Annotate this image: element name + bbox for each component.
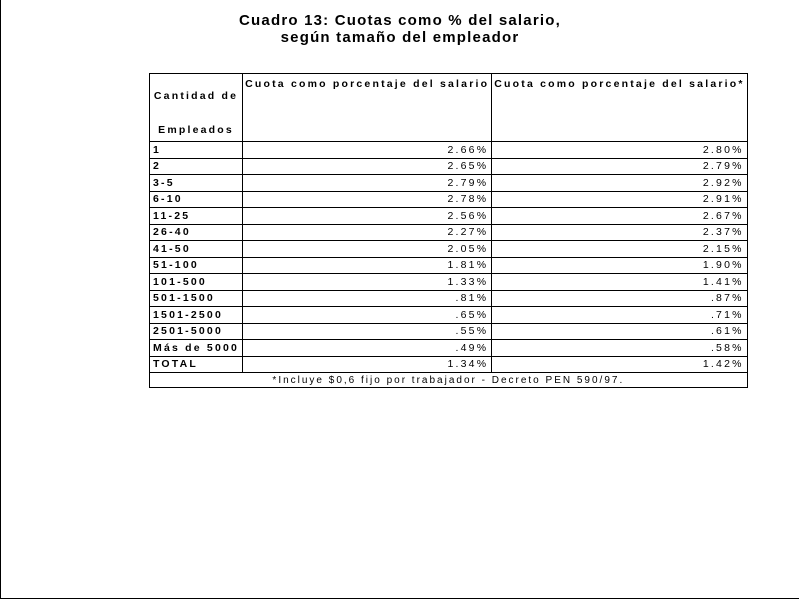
- table-row: [150, 175, 748, 192]
- salary-contribution-table: [149, 73, 748, 388]
- footnote-row: [150, 373, 748, 388]
- row-value-col2: .71%: [492, 307, 747, 324]
- row-label: 41-50: [150, 241, 243, 258]
- table-row: [150, 257, 748, 274]
- row-value-col2: 1.90%: [492, 257, 747, 274]
- header-employees-bottom: Empleados: [158, 124, 234, 136]
- row-value-col1: 2.66%: [243, 142, 492, 159]
- row-value-col1: .81%: [243, 290, 492, 307]
- row-value-col2: .61%: [492, 323, 747, 340]
- table-row: [150, 340, 748, 357]
- row-label: 3-5: [150, 175, 243, 192]
- row-value-col2: 2.91%: [492, 191, 747, 208]
- title-line-2: según tamaño del empleador: [280, 29, 520, 46]
- row-value-col1: 1.34%: [243, 356, 492, 373]
- row-value-col1: 1.81%: [243, 257, 492, 274]
- row-value-col1: 1.33%: [243, 274, 492, 291]
- row-value-col2: 2.79%: [492, 158, 747, 175]
- row-label: 51-100: [150, 257, 243, 274]
- row-value-col2: 1.41%: [492, 274, 747, 291]
- row-value-col1: 2.56%: [243, 208, 492, 225]
- header-col-2: Cuota como porcentaje del salario*: [492, 74, 747, 142]
- row-value-col2: .58%: [492, 340, 747, 357]
- table-row: [150, 323, 748, 340]
- row-label: Más de 5000: [150, 340, 243, 357]
- table-header-row: [150, 74, 748, 142]
- row-label: 101-500: [150, 274, 243, 291]
- table-row: [150, 224, 748, 241]
- row-value-col1: 2.65%: [243, 158, 492, 175]
- row-value-col2: 2.37%: [492, 224, 747, 241]
- row-value-col1: .49%: [243, 340, 492, 357]
- row-label: 1: [150, 142, 243, 159]
- page-title: [0, 12, 800, 46]
- table-row: [150, 191, 748, 208]
- table-row: [150, 307, 748, 324]
- row-label: 501-1500: [150, 290, 243, 307]
- table-row: [150, 274, 748, 291]
- row-label: 2501-5000: [150, 323, 243, 340]
- row-label: 6-10: [150, 191, 243, 208]
- header-employees-top: Cantidad de: [153, 90, 239, 102]
- row-value-col2: 2.92%: [492, 175, 747, 192]
- row-label: 1501-2500: [150, 307, 243, 324]
- row-label: 2: [150, 158, 243, 175]
- row-value-col1: 2.05%: [243, 241, 492, 258]
- row-label: TOTAL: [150, 356, 243, 373]
- header-employees: [150, 74, 243, 142]
- row-value-col1: 2.78%: [243, 191, 492, 208]
- footnote: *Incluye $0,6 fijo por trabajador - Decreto PEN 590/97.: [150, 373, 748, 388]
- row-value-col1: .65%: [243, 307, 492, 324]
- row-value-col1: 2.79%: [243, 175, 492, 192]
- row-label: 11-25: [150, 208, 243, 225]
- table-row: [150, 241, 748, 258]
- row-label: 26-40: [150, 224, 243, 241]
- table-row: [150, 208, 748, 225]
- table-body: [150, 142, 748, 373]
- row-value-col1: .55%: [243, 323, 492, 340]
- row-value-col2: .87%: [492, 290, 747, 307]
- table-row: [150, 142, 748, 159]
- table-row: [150, 356, 748, 373]
- row-value-col2: 2.15%: [492, 241, 747, 258]
- row-value-col2: 1.42%: [492, 356, 747, 373]
- row-value-col2: 2.80%: [492, 142, 747, 159]
- row-value-col2: 2.67%: [492, 208, 747, 225]
- title-line-1: Cuadro 13: Cuotas como % del salario,: [239, 12, 561, 29]
- row-value-col1: 2.27%: [243, 224, 492, 241]
- table-row: [150, 158, 748, 175]
- header-col-1: Cuota como porcentaje del salario: [243, 74, 492, 142]
- table-row: [150, 290, 748, 307]
